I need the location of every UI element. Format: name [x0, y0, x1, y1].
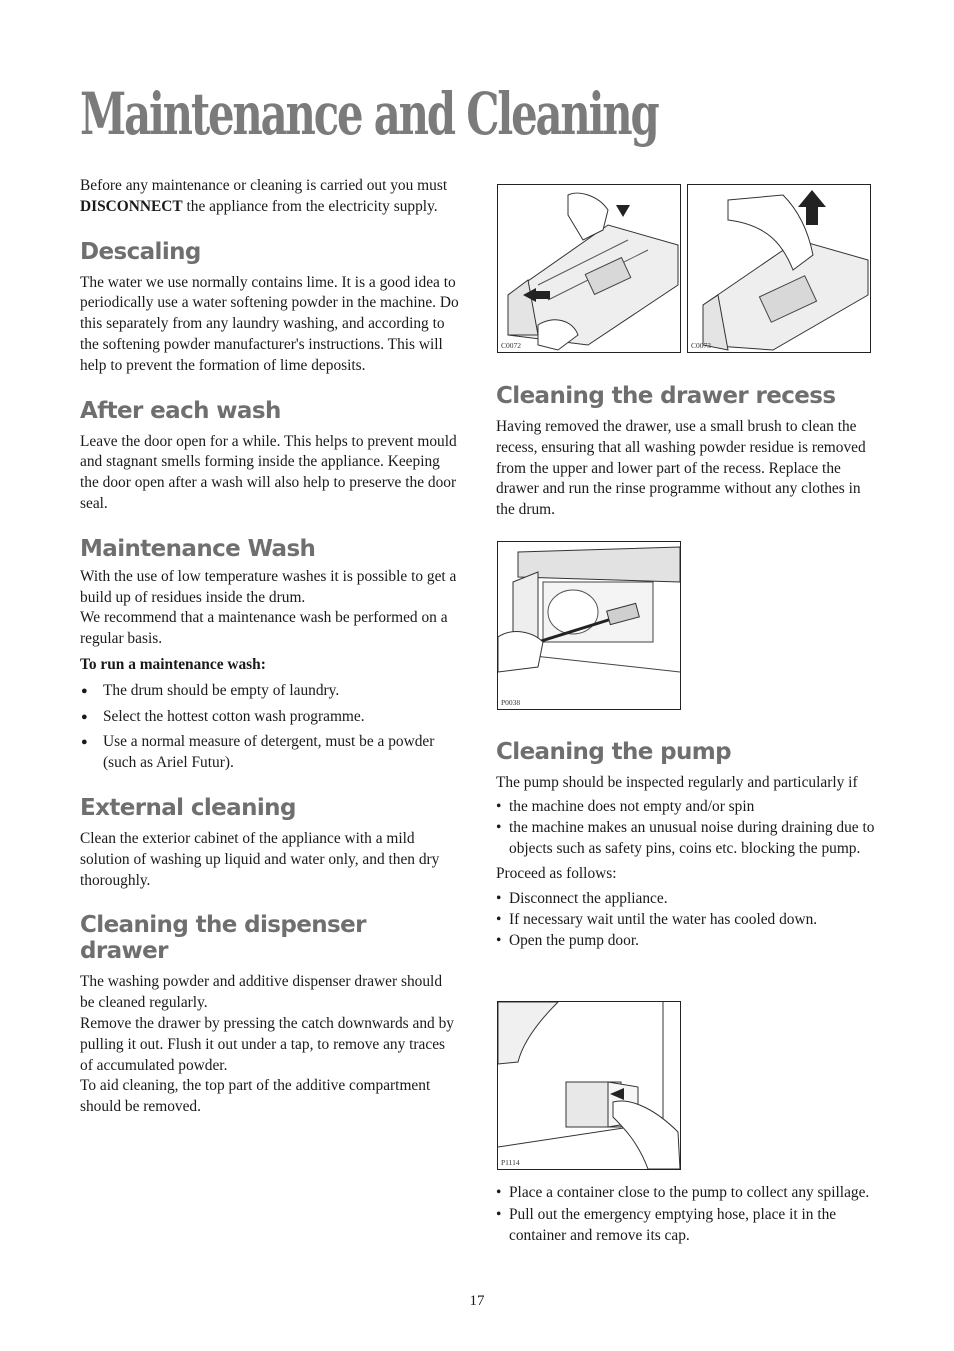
descaling-body: The water we use normally contains lime. It is a good idea to periodically use a water softening powder in the machine. Do this separately from any laundry washing, and according to the softening powder manufacturer's instructions. This will help to prevent the formation of lime deposits. [80, 273, 459, 374]
figure-pump-door [497, 1001, 681, 1170]
maintenance-wash-list [80, 681, 460, 774]
list-item: • the machine does not empty and/or spin [496, 797, 880, 818]
dispenser-drawer-body-3: To aid cleaning, the top part of the additive compartment should be removed. [80, 1077, 431, 1116]
external-cleaning-body: Clean the exterior cabinet of the appliance with a mild solution of washing up liquid and water only, and then dry thoroughly. [80, 829, 440, 889]
figure-drawer-removal [497, 184, 681, 353]
pump-steps-after-list [496, 1184, 880, 1247]
drawer-recess-heading: Cleaning the drawer recess [496, 383, 836, 409]
pump-intro: The pump should be inspected regularly and particularly if [496, 774, 858, 791]
list-item: • Pull out the emergency emptying hose, place it in the container and remove its cap. [496, 1205, 880, 1247]
figure-code: C0072 [501, 341, 522, 350]
list-item: • If necessary wait until the water has cooled down. [496, 910, 880, 931]
list-item: ● The drum should be empty of laundry. [80, 681, 460, 702]
maintenance-wash-body-1: With the use of low temperature washes it is possible to get a build up of residues inside the drum. [80, 567, 457, 606]
figure-recess-brush [497, 541, 681, 710]
descaling-heading: Descaling [80, 238, 201, 265]
intro-text-before: Before any maintenance or cleaning is carried out you must [80, 177, 448, 194]
pump-heading: Cleaning the pump [496, 739, 732, 765]
pump-section [496, 739, 880, 952]
dispenser-drawer-body-1: The washing powder and additive dispenser drawer should be cleaned regularly. [80, 973, 443, 1012]
pump-door-illustration [498, 1002, 680, 1169]
after-wash-heading: After each wash [80, 397, 281, 424]
list-item: ● Use a normal measure of detergent, must be a powder (such as Ariel Futur). [80, 732, 460, 774]
figure-code: P0038 [501, 698, 521, 707]
page-number: 17 [469, 1293, 485, 1309]
pump-conditions-list [496, 797, 880, 859]
maintenance-wash-heading: Maintenance Wash [80, 535, 316, 562]
pump-proceed: Proceed as follows: [496, 865, 617, 883]
intro-emphasis: DISCONNECT [80, 197, 183, 215]
list-item: ● Select the hottest cotton wash programme. [80, 707, 460, 728]
list-item: • the machine makes an unusual noise during draining due to objects such as safety pins, coins etc. blocking the pump. [496, 818, 880, 860]
maintenance-wash-body-2: We recommend that a maintenance wash be performed on a regular basis. [80, 609, 448, 648]
figure-code: P1114 [501, 1158, 520, 1167]
left-column [80, 176, 460, 1118]
compartment-removal-illustration [688, 185, 870, 352]
dispenser-drawer-heading: Cleaning the dispenser drawer [80, 912, 366, 965]
recess-brush-illustration [498, 542, 680, 709]
intro-paragraph [80, 176, 460, 218]
list-item: • Disconnect the appliance. [496, 889, 880, 910]
page-title: Maintenance and Cleaning [80, 80, 658, 148]
dispenser-drawer-body-2: Remove the drawer by pressing the catch downwards and by pulling it out. Flush it out under a tap, to remove any traces of accumulated powder. [80, 1014, 454, 1074]
figure-code: C0073 [691, 341, 712, 350]
list-item: • Place a container close to the pump to collect any spillage. [496, 1184, 880, 1202]
intro-text-after: the appliance from the electricity supply. [182, 197, 438, 215]
drawer-removal-illustration [498, 185, 680, 352]
pump-steps-list [496, 889, 880, 951]
external-cleaning-heading: External cleaning [80, 794, 296, 821]
pump-steps-after-section [496, 1184, 880, 1247]
drawer-recess-section [496, 383, 880, 521]
drawer-recess-body: Having removed the drawer, use a small brush to clean the recess, ensuring that all washing powder residue is removed from the upper and lower part of the recess. Replace the drawer and run the rinse programme without any clothes in the drum. [496, 418, 866, 519]
maintenance-wash-subheading: To run a maintenance wash: [80, 655, 266, 673]
after-wash-body: Leave the door open for a while. This helps to prevent mould and stagnant smells forming inside the appliance. Keeping the door open after a wash will also help to preserve the door seal. [80, 432, 457, 512]
list-item: • Open the pump door. [496, 931, 880, 952]
figure-compartment-removal [687, 184, 871, 353]
